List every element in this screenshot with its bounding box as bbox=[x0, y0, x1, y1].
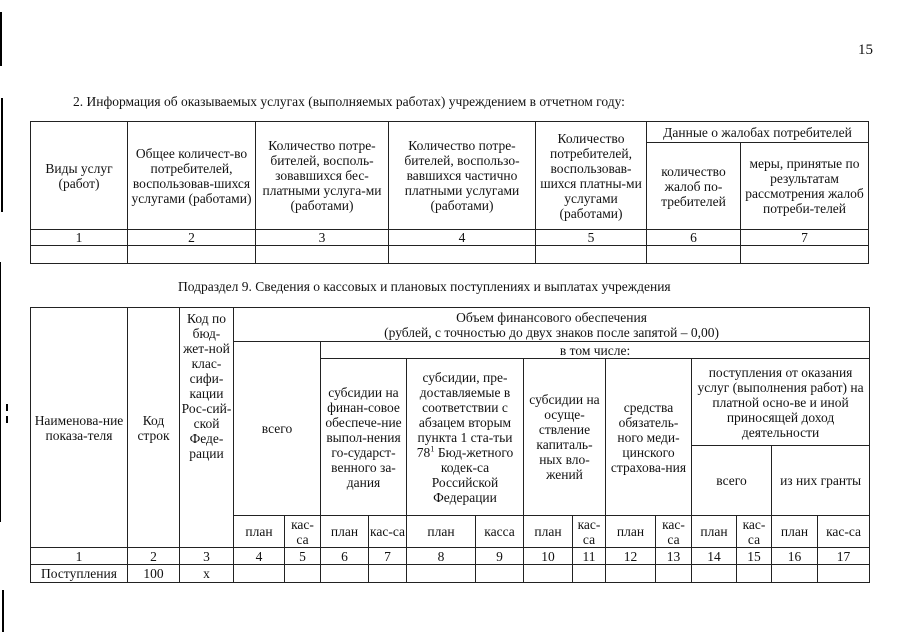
empty-data-cell bbox=[818, 565, 870, 583]
empty-data-cell bbox=[536, 246, 647, 264]
header-cash: кас-са bbox=[573, 516, 606, 548]
column-number: 9 bbox=[476, 548, 524, 565]
scan-margin-mark bbox=[2, 590, 4, 632]
scan-margin-mark bbox=[0, 12, 2, 66]
column-number: 1 bbox=[31, 548, 128, 565]
empty-data-cell bbox=[772, 565, 818, 583]
column-number: 3 bbox=[256, 230, 389, 246]
header-free-consumers: Количество потре-бителей, восполь-зовавшихся бес-платными услуга-ми (работами) bbox=[256, 122, 389, 230]
column-number: 2 bbox=[128, 548, 180, 565]
empty-data-cell bbox=[389, 246, 536, 264]
header-paid-total: всего bbox=[692, 446, 772, 516]
header-grants: из них гранты bbox=[772, 446, 870, 516]
column-number: 5 bbox=[536, 230, 647, 246]
header-cash: кас-са bbox=[285, 516, 321, 548]
services-table bbox=[30, 121, 869, 264]
page-number: 15 bbox=[858, 42, 873, 58]
empty-data-cell bbox=[741, 246, 869, 264]
column-number: 16 bbox=[772, 548, 818, 565]
header-financial-volume bbox=[234, 308, 870, 342]
scan-margin-mark bbox=[1, 98, 3, 212]
header-financial-volume-line1: Объем финансового обеспечения bbox=[456, 309, 647, 325]
empty-data-cell bbox=[369, 565, 407, 583]
column-number: 6 bbox=[647, 230, 741, 246]
header-article-78-subsidy bbox=[407, 359, 524, 516]
header-article-78-text-end: Бюд-жетного кодек-са Российской Федерации bbox=[431, 444, 514, 505]
header-including: в том числе: bbox=[321, 342, 870, 359]
empty-data-cell bbox=[647, 246, 741, 264]
empty-data-cell bbox=[407, 565, 476, 583]
header-cash: кас-са bbox=[656, 516, 692, 548]
empty-data-cell bbox=[234, 565, 285, 583]
row-line-code: 100 bbox=[128, 565, 180, 583]
column-number: 6 bbox=[321, 548, 369, 565]
empty-data-cell bbox=[321, 565, 369, 583]
empty-data-cell bbox=[524, 565, 573, 583]
header-complaints-measures: меры, принятые по результатам рассмотрения жалоб потреби-телей bbox=[741, 143, 869, 230]
column-number: 7 bbox=[741, 230, 869, 246]
row-budget-code: х bbox=[180, 565, 234, 583]
column-number: 17 bbox=[818, 548, 870, 565]
header-line-code: Код строк bbox=[128, 308, 180, 548]
empty-data-cell bbox=[128, 246, 256, 264]
column-number: 4 bbox=[234, 548, 285, 565]
header-plan: план bbox=[692, 516, 737, 548]
header-complaints-count: количество жалоб по-требителей bbox=[647, 143, 741, 230]
header-indicator-name: Наименова-ние показа-теля bbox=[31, 308, 128, 548]
header-capital-investment-subsidy: субсидии на осуще-ствление капиталь-ных вло-жений bbox=[524, 359, 606, 516]
column-number: 3 bbox=[180, 548, 234, 565]
header-total: всего bbox=[234, 342, 321, 516]
empty-data-cell bbox=[656, 565, 692, 583]
empty-data-cell bbox=[31, 246, 128, 264]
header-budget-code: Код по бюд-жет-ной клас-сифи-кации Рос-сий-ской Феде-рации bbox=[180, 308, 234, 548]
header-paid-services: поступления от оказания услуг (выполнения работ) на платной осно-ве и иной приносящей доход деятельности bbox=[692, 359, 870, 446]
empty-data-cell bbox=[256, 246, 389, 264]
header-cash: кас-са bbox=[737, 516, 772, 548]
column-number: 4 bbox=[389, 230, 536, 246]
header-article-78-superscript: 1 bbox=[430, 443, 435, 453]
header-paid-consumers: Количество потребителей, воспользовав-шихся платны-ми услугами (работами) bbox=[536, 122, 647, 230]
column-number: 7 bbox=[369, 548, 407, 565]
scan-margin-mark bbox=[0, 262, 1, 522]
column-number: 5 bbox=[285, 548, 321, 565]
column-number: 12 bbox=[606, 548, 656, 565]
header-complaints-group: Данные о жалобах потребителей bbox=[647, 122, 869, 143]
header-financial-volume-line2: (рублей, с точностью до двух знаков после запятой – 0,00) bbox=[384, 324, 719, 340]
column-number: 2 bbox=[128, 230, 256, 246]
scan-margin-mark bbox=[6, 416, 8, 423]
empty-data-cell bbox=[573, 565, 606, 583]
header-service-types: Виды услуг (работ) bbox=[31, 122, 128, 230]
empty-data-cell bbox=[737, 565, 772, 583]
column-number: 10 bbox=[524, 548, 573, 565]
column-number: 14 bbox=[692, 548, 737, 565]
column-number: 13 bbox=[656, 548, 692, 565]
header-partially-paid-consumers: Количество потре-бителей, воспользо-вавшихся частично платными услугами (работами) bbox=[389, 122, 536, 230]
table-row bbox=[31, 565, 870, 583]
header-medical-insurance: средства обязатель-ного меди-цинского страхова-ния bbox=[606, 359, 692, 516]
header-article-78-text: субсидии, пре-доставляемые в соответствии с абзацем вторым пункта 1 ста-тьи 78 bbox=[416, 369, 513, 460]
empty-data-cell bbox=[285, 565, 321, 583]
financial-receipts-table bbox=[30, 307, 870, 583]
header-cash: кас-са bbox=[369, 516, 407, 548]
header-state-task-subsidy: субсидии на финан-совое обеспече-ние выпол-нения го-сударст-венного за-дания bbox=[321, 359, 407, 516]
empty-data-cell bbox=[692, 565, 737, 583]
header-total-consumers: Общее количест-во потребителей, воспользовав-шихся услугами (работами) bbox=[128, 122, 256, 230]
column-number: 15 bbox=[737, 548, 772, 565]
header-cash: кас-са bbox=[818, 516, 870, 548]
header-plan: план bbox=[606, 516, 656, 548]
header-plan: план bbox=[321, 516, 369, 548]
empty-data-cell bbox=[476, 565, 524, 583]
header-cash: касса bbox=[476, 516, 524, 548]
subsection-9-title: Подраздел 9. Сведения о кассовых и плановых поступлениях и выплатах учреждения bbox=[178, 279, 671, 294]
scan-margin-mark bbox=[6, 404, 8, 411]
row-name: Поступления bbox=[31, 565, 128, 583]
section-2-title: 2. Информация об оказываемых услугах (выполняемых работах) учреждением в отчетном году: bbox=[73, 94, 625, 109]
column-number: 8 bbox=[407, 548, 476, 565]
header-plan: план bbox=[524, 516, 573, 548]
column-number: 1 bbox=[31, 230, 128, 246]
header-plan: план bbox=[234, 516, 285, 548]
column-number: 11 bbox=[573, 548, 606, 565]
empty-data-cell bbox=[606, 565, 656, 583]
header-plan: план bbox=[407, 516, 476, 548]
header-plan: план bbox=[772, 516, 818, 548]
